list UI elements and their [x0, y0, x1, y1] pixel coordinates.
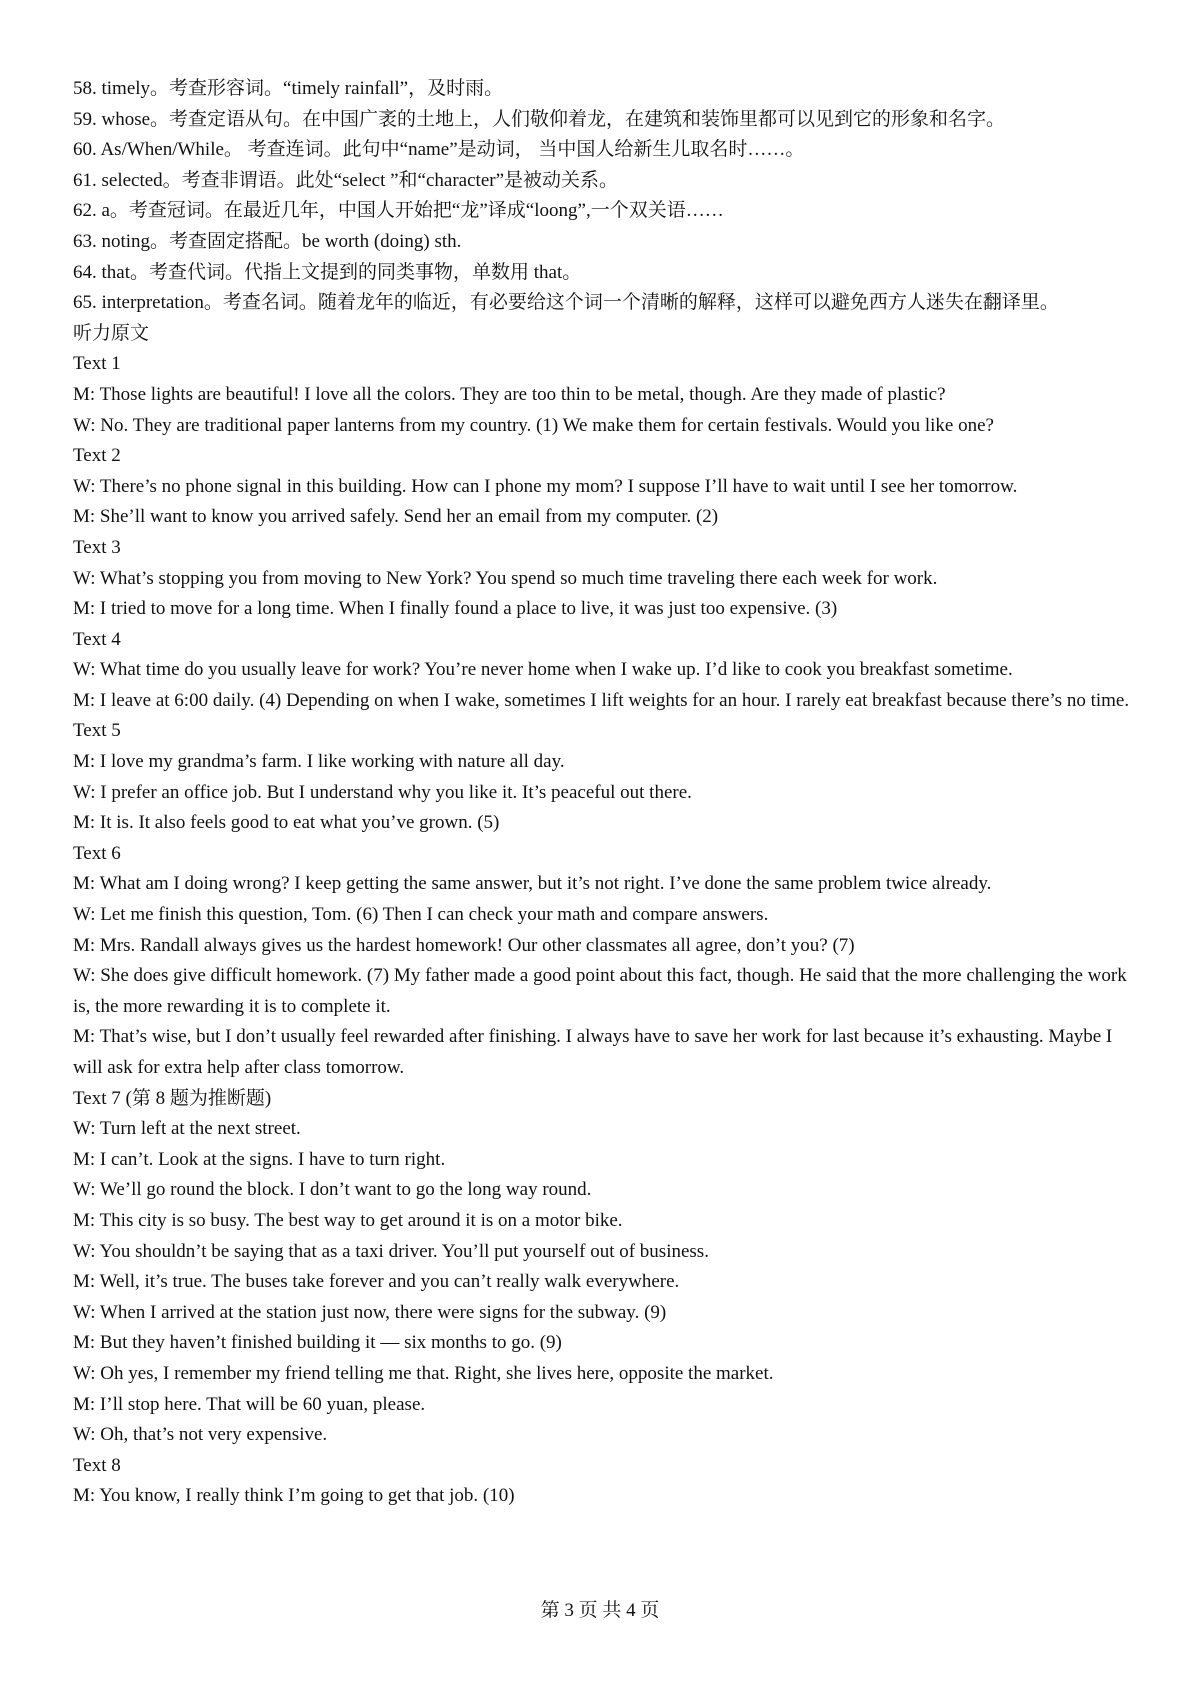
transcript-line: M: Well, it’s true. The buses take forever and you can’t really walk everywhere.	[73, 1271, 680, 1293]
answer-line: 65. interpretation。考查名词。随着龙年的临近，有必要给这个词一个清晰的解释，这样可以避免西方人迷失在翻译里。	[73, 292, 1059, 314]
transcript-text-heading: Text 1	[73, 353, 121, 375]
transcript-line: W: You shouldn’t be saying that as a taxi driver. You’ll put yourself out of business.	[73, 1240, 709, 1262]
listening-transcript	[73, 349, 1143, 1512]
transcript-text-heading: Text 4	[73, 628, 121, 650]
listening-heading: 听力原文	[73, 322, 150, 344]
transcript-line: M: It is. It also feels good to eat what you’ve grown. (5)	[73, 812, 500, 834]
transcript-line: W: She does give difficult homework. (7) My father made a good point about this fact, though. He said that the more challenging the work is, the more rewarding it is to complete it.	[73, 965, 1127, 1017]
answer-line: 59. whose。考查定语从句。在中国广袤的土地上，人们敬仰着龙，在建筑和装饰里都可以见到它的形象和名字。	[73, 108, 1006, 130]
transcript-line: W: Oh, that’s not very expensive.	[73, 1424, 328, 1446]
transcript-line: M: I’ll stop here. That will be 60 yuan, please.	[73, 1393, 426, 1415]
transcript-text-heading: Text 6	[73, 842, 121, 864]
page-footer: 第 3 页 共 4 页	[540, 1600, 660, 1621]
transcript-line: M: I love my grandma’s farm. I like working with nature all day.	[73, 751, 565, 773]
answer-line: 58. timely。考查形容词。“timely rainfall”，及时雨。	[73, 78, 504, 99]
transcript-line: M: This city is so busy. The best way to get around it is on a motor bike.	[73, 1209, 623, 1231]
transcript-text-heading: Text 3	[73, 536, 121, 558]
transcript-line: M: What am I doing wrong? I keep getting the same answer, but it’s not right. I’ve done the same problem twice already.	[73, 873, 992, 895]
transcript-text-heading: Text 2	[73, 445, 121, 467]
transcript-text-heading: Text 5	[73, 720, 121, 742]
transcript-text-heading: Text 7 (第 8 题为推断题)	[73, 1087, 272, 1109]
transcript-line: W: No. They are traditional paper lanterns from my country. (1) We make them for certain festivals. Would you like one?	[73, 414, 994, 436]
transcript-line: W: There’s no phone signal in this building. How can I phone my mom? I suppose I’ll have to wait until I see her tomorrow.	[73, 475, 1018, 497]
page-content	[73, 74, 1143, 1512]
answer-line: 61. selected。考查非谓语。此处“select ”和“character”是被动关系。	[73, 169, 619, 191]
transcript-line: M: I can’t. Look at the signs. I have to turn right.	[73, 1148, 446, 1170]
transcript-line: W: Let me finish this question, Tom. (6) Then I can check your math and compare answers.	[73, 904, 769, 926]
transcript-line: W: When I arrived at the station just now, there were signs for the subway. (9)	[73, 1301, 667, 1323]
answer-line: 63. noting。考查固定搭配。be worth (doing) sth.	[73, 230, 462, 252]
transcript-line: M: Those lights are beautiful! I love all the colors. They are too thin to be metal, though. Are they made of plastic?	[73, 383, 946, 405]
answer-line: 64. that。考查代词。代指上文提到的同类事物，单数用 that。	[73, 261, 582, 283]
transcript-line: M: I tried to move for a long time. When I finally found a place to live, it was just too expensive. (3)	[73, 598, 838, 620]
transcript-line: W: Turn left at the next street.	[73, 1118, 301, 1140]
transcript-line: W: Oh yes, I remember my friend telling me that. Right, she lives here, opposite the market.	[73, 1362, 774, 1384]
transcript-line: M: But they haven’t finished building it — six months to go. (9)	[73, 1332, 562, 1354]
transcript-line: M: You know, I really think I’m going to get that job. (10)	[73, 1485, 515, 1507]
answer-line: 62. a。考查冠词。在最近几年，中国人开始把“龙”译成“loong”,一个双关语……	[73, 200, 724, 222]
transcript-line: W: We’ll go round the block. I don’t want to go the long way round.	[73, 1179, 592, 1201]
answer-explanations	[73, 74, 1143, 319]
transcript-line: W: I prefer an office job. But I understand why you like it. It’s peaceful out there.	[73, 781, 692, 803]
transcript-line: M: Mrs. Randall always gives us the hardest homework! Our other classmates all agree, don’t you? (7)	[73, 934, 855, 956]
transcript-line: W: What’s stopping you from moving to New York? You spend so much time traveling there each week for work.	[73, 567, 938, 589]
transcript-line: W: What time do you usually leave for work? You’re never home when I wake up. I’d like to cook you breakfast sometime.	[73, 659, 1013, 681]
transcript-line: M: She’ll want to know you arrived safely. Send her an email from my computer. (2)	[73, 506, 719, 528]
transcript-line: M: I leave at 6:00 daily. (4) Depending on when I wake, sometimes I lift weights for an hour. I rarely eat breakfast because there’s no time.	[73, 689, 1130, 711]
transcript-text-heading: Text 8	[73, 1454, 121, 1476]
answer-line: 60. As/When/While。 考查连词。此句中“name”是动词， 当中国人给新生儿取名时……。	[73, 139, 805, 161]
transcript-line: M: That’s wise, but I don’t usually feel rewarded after finishing. I always have to save her work for last because it’s exhausting. Maybe I will ask for extra help after class tomorrow.	[73, 1026, 1113, 1078]
